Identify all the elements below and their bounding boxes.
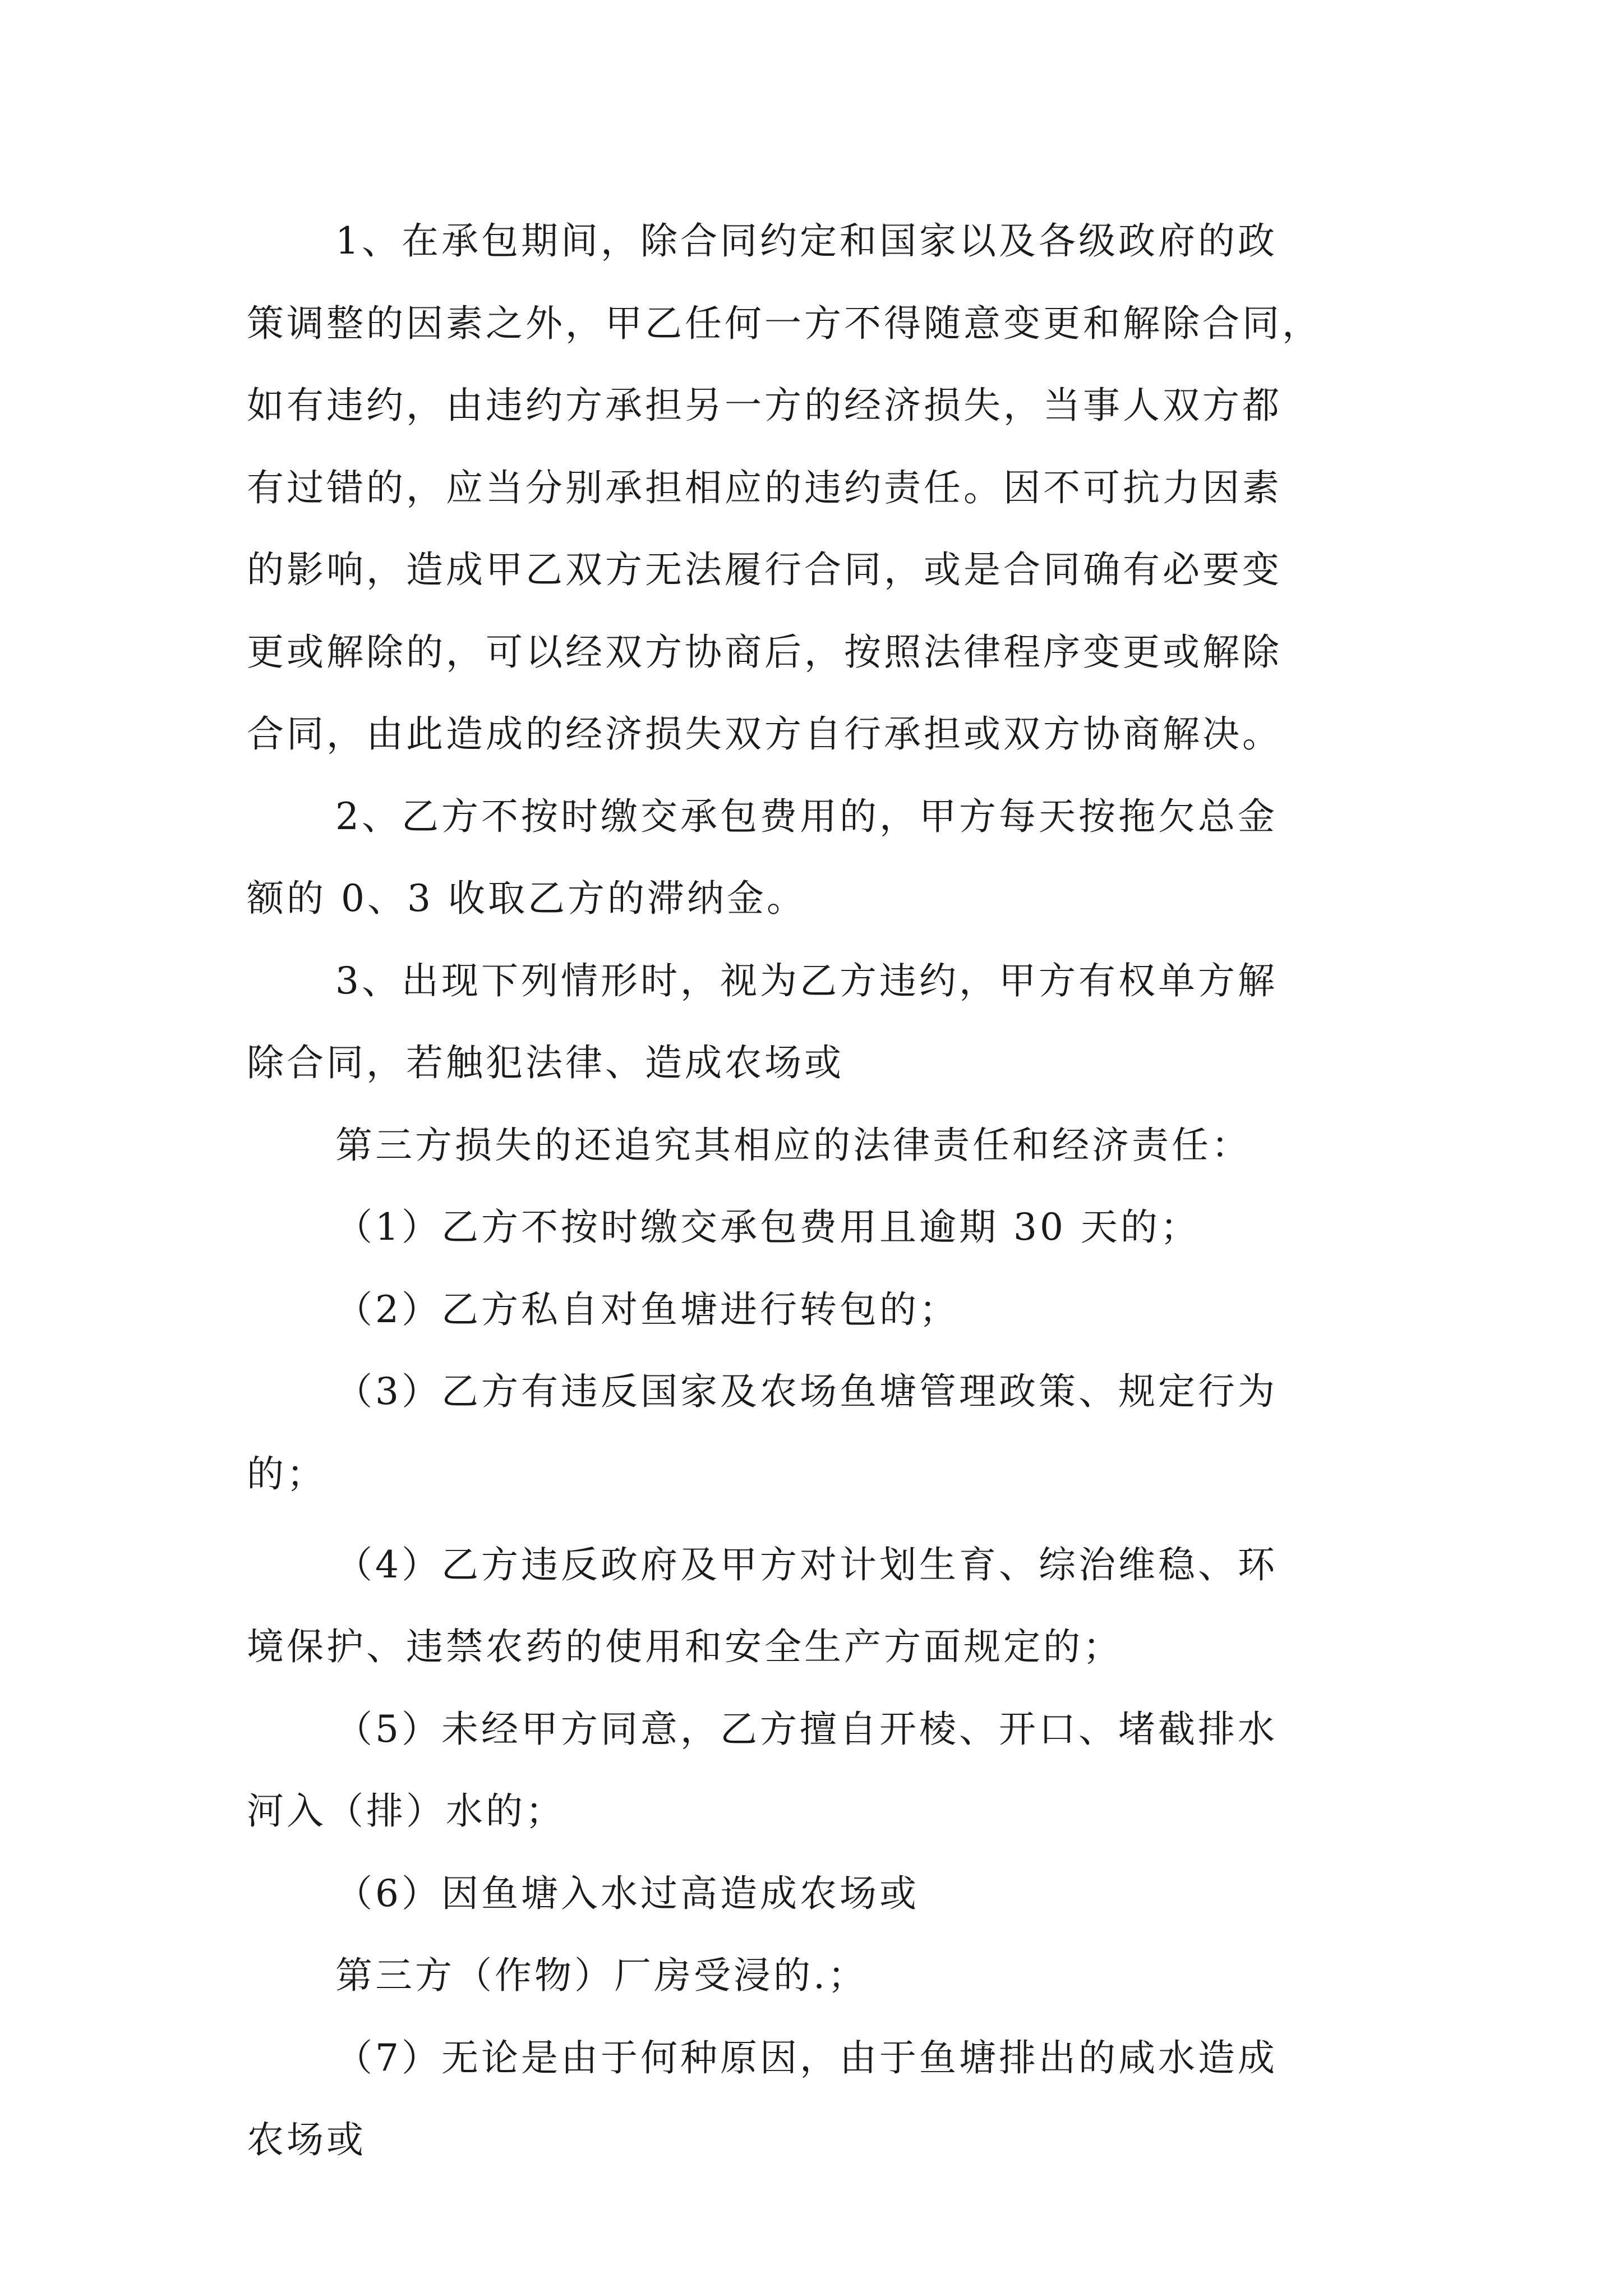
line-1: 1、在承包期间，除合同约定和国家以及各级政府的政 [335, 219, 1278, 263]
line-13: （1）乙方不按时缴交承包费用且逾期 30 天的； [335, 1205, 1200, 1249]
line-8: 2、乙方不按时缴交承包费用的，甲方每天按拖欠总金 [335, 795, 1278, 838]
line-18: 境保护、违禁农药的使用和安全生产方面规定的； [247, 1625, 1123, 1668]
line-20: 河入（排）水的； [247, 1789, 565, 1833]
line-4: 有过错的，应当分别承担相应的违约责任。因不可抗力因素 [247, 466, 1282, 509]
line-15: （3）乙方有违反国家及农场鱼塘管理政策、规定行为 [335, 1370, 1278, 1413]
line-19: （5）未经甲方同意，乙方擅自开棱、开口、堵截排水 [335, 1708, 1278, 1751]
line-14: （2）乙方私自对鱼塘进行转包的； [335, 1288, 959, 1331]
line-21: （6）因鱼塘入水过高造成农场或 [335, 1872, 919, 1915]
line-16: 的； [247, 1452, 326, 1496]
line-6: 更或解除的，可以经双方协商后，按照法律程序变更或解除 [247, 631, 1282, 674]
line-9: 额的 0、3 收取乙方的滞纳金。 [247, 877, 806, 920]
line-23: （7）无论是由于何种原因，由于鱼塘排出的咸水造成 [335, 2036, 1278, 2079]
line-2: 策调整的因素之外，甲乙任何一方不得随意变更和解除合同， [247, 302, 1322, 345]
line-3: 如有违约，由违约方承担另一方的经济损失，当事人双方都 [247, 384, 1282, 427]
line-11: 除合同，若触犯法律、造成农场或 [247, 1041, 844, 1084]
line-10: 3、出现下列情形时，视为乙方违约，甲方有权单方解 [335, 959, 1278, 1002]
line-22: 第三方（作物）厂房受浸的.； [335, 1954, 868, 1997]
line-5: 的影响，造成甲乙双方无法履行合同，或是合同确有必要变 [247, 548, 1282, 591]
line-17: （4）乙方违反政府及甲方对计划生育、综治维稳、环 [335, 1543, 1278, 1586]
line-7: 合同，由此造成的经济损失双方自行承担或双方协商解决。 [247, 712, 1282, 756]
line-24: 农场或 [247, 2118, 366, 2161]
line-12: 第三方损失的还追究其相应的法律责任和经济责任： [335, 1124, 1251, 1167]
